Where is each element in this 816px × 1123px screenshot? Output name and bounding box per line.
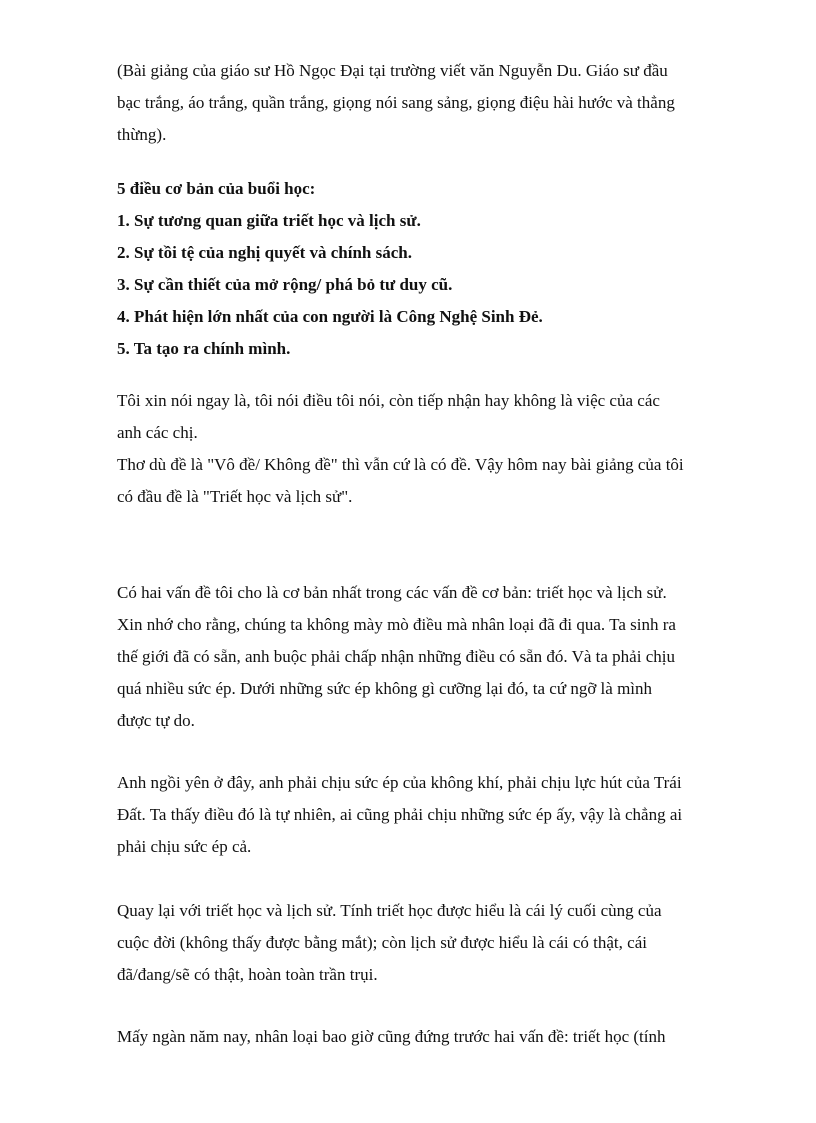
paragraph-spacer xyxy=(117,991,762,1021)
document-page xyxy=(117,55,762,1053)
text-line: đã/đang/sẽ có thật, hoàn toàn trần trụi. xyxy=(117,965,378,984)
outline-item: 3. Sự cần thiết của mở rộng/ phá bỏ tư duy cũ. xyxy=(117,275,453,294)
paragraph-spacer xyxy=(117,863,762,895)
outline-item: 1. Sự tương quan giữa triết học và lịch sử. xyxy=(117,211,421,230)
paragraph-spacer xyxy=(117,737,762,767)
paragraph-spacer xyxy=(117,365,762,385)
paragraph-spacer xyxy=(117,151,762,173)
outline-list xyxy=(117,173,762,365)
text-line: Có hai vấn đề tôi cho là cơ bản nhất trong các vấn đề cơ bản: triết học và lịch sử. xyxy=(117,583,667,602)
text-line: Thơ dù đề là "Vô đề/ Không đề" thì vẫn cứ là có đề. Vậy hôm nay bài giảng của tôi xyxy=(117,455,684,474)
text-line: Đất. Ta thấy điều đó là tự nhiên, ai cũng phải chịu những sức ép ấy, vậy là chẳng ai xyxy=(117,805,683,824)
text-line: cuộc đời (không thấy được bằng mắt); còn lịch sử được hiểu là cái có thật, cái xyxy=(117,933,647,952)
body-paragraph xyxy=(117,385,762,513)
intro-paragraph xyxy=(117,55,762,151)
body-paragraph xyxy=(117,577,762,737)
text-line: (Bài giảng của giáo sư Hồ Ngọc Đại tại trường viết văn Nguyễn Du. Giáo sư đầu xyxy=(117,61,668,80)
text-line: Quay lại với triết học và lịch sử. Tính triết học được hiểu là cái lý cuối cùng của xyxy=(117,901,662,920)
text-line: được tự do. xyxy=(117,711,195,730)
text-line: Mấy ngàn năm nay, nhân loại bao giờ cũng đứng trước hai vấn đề: triết học (tính xyxy=(117,1027,666,1046)
text-line: có đầu đề là "Triết học và lịch sử". xyxy=(117,487,353,506)
text-line: thế giới đã có sẵn, anh buộc phải chấp nhận những điều có sẵn đó. Và ta phải chịu xyxy=(117,647,675,666)
text-line: bạc trắng, áo trắng, quần trắng, giọng nói sang sảng, giọng điệu hài hước và thẳng xyxy=(117,93,675,112)
text-line: quá nhiều sức ép. Dưới những sức ép không gì cưỡng lại đó, ta cứ ngỡ là mình xyxy=(117,679,653,698)
body-paragraph xyxy=(117,895,762,991)
outline-item: 2. Sự tồi tệ của nghị quyết và chính sách. xyxy=(117,243,412,262)
text-line: Anh ngồi yên ở đây, anh phải chịu sức ép của không khí, phải chịu lực hút của Trái xyxy=(117,773,682,792)
body-paragraph xyxy=(117,767,762,863)
text-line: thừng). xyxy=(117,125,167,144)
text-line: anh các chị. xyxy=(117,423,198,442)
text-line: phải chịu sức ép cả. xyxy=(117,837,252,856)
paragraph-spacer xyxy=(117,513,762,577)
outline-heading: 5 điều cơ bản của buổi học: xyxy=(117,179,316,198)
outline-item: 5. Ta tạo ra chính mình. xyxy=(117,339,291,358)
text-line: Tôi xin nói ngay là, tôi nói điều tôi nói, còn tiếp nhận hay không là việc của các xyxy=(117,391,660,410)
text-line: Xin nhớ cho rằng, chúng ta không mày mò điều mà nhân loại đã đi qua. Ta sinh ra xyxy=(117,615,676,634)
outline-item: 4. Phát hiện lớn nhất của con người là Công Nghệ Sinh Đẻ. xyxy=(117,307,543,326)
body-paragraph xyxy=(117,1021,762,1053)
